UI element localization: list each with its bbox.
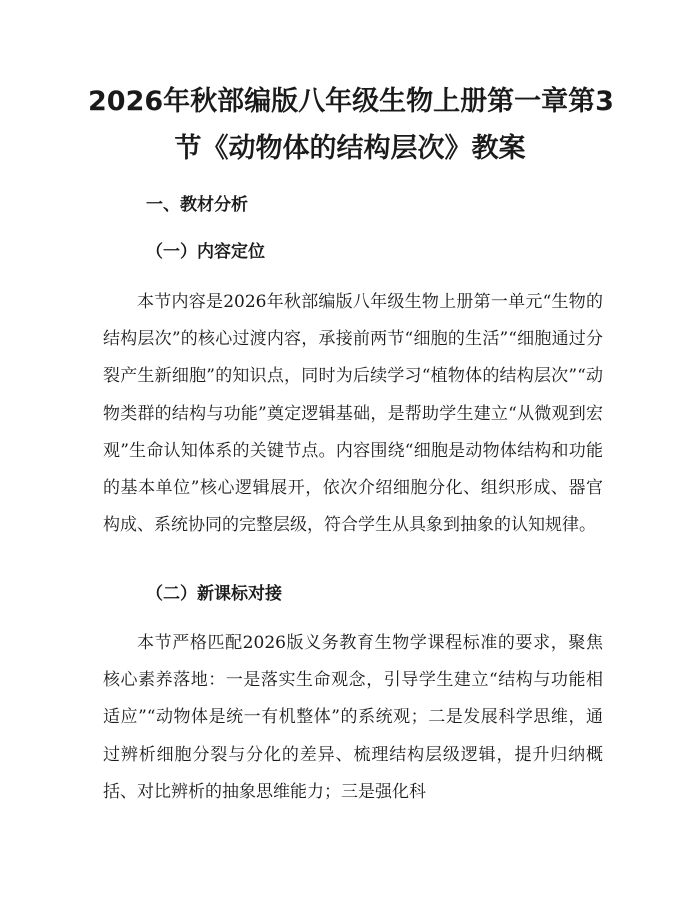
section-heading-textbook-analysis: 一、教材分析 [146, 195, 248, 215]
subsection-heading-curriculum-alignment: （二）新课标对接 [146, 584, 282, 604]
subsection-heading-content-positioning: （一）内容定位 [146, 242, 265, 262]
document-title-line-1: 2026年秋部编版八年级生物上册第一章第3 [88, 86, 614, 117]
document-title-line-2: 节《动物体的结构层次》教案 [174, 133, 526, 164]
paragraph-curriculum-alignment: 本节严格匹配2026版义务教育生物学课程标准的要求，聚焦核心素养落地：一是落实生命观念，引导学生建立“结构与功能相适应”“动物体是统一有机整体”的系统观；二是发展科学思维，通过辨析细胞分裂与分化的差异、梳理结构层级逻辑，提升归纳概括、对比辨析的抽象思维能力；三是强化科 [103, 633, 603, 802]
paragraph-content-positioning: 本节内容是2026年秋部编版八年级生物上册第一单元“生物的结构层次”的核心过渡内容，承接前两节“细胞的生活”“细胞通过分裂产生新细胞”的知识点，同时为后续学习“植物体的结构层次”“动物类群的结构与功能”奠定逻辑基础，是帮助学生建立“从微观到宏观”生命认知体系的关键节点。内容围绕“细胞是动物体结构和功能的基本单位”核心逻辑展开，依次介绍细胞分化、组织形成、器官构成、系统协同的完整层级，符合学生从具象到抽象的认知规律。 [103, 292, 603, 536]
